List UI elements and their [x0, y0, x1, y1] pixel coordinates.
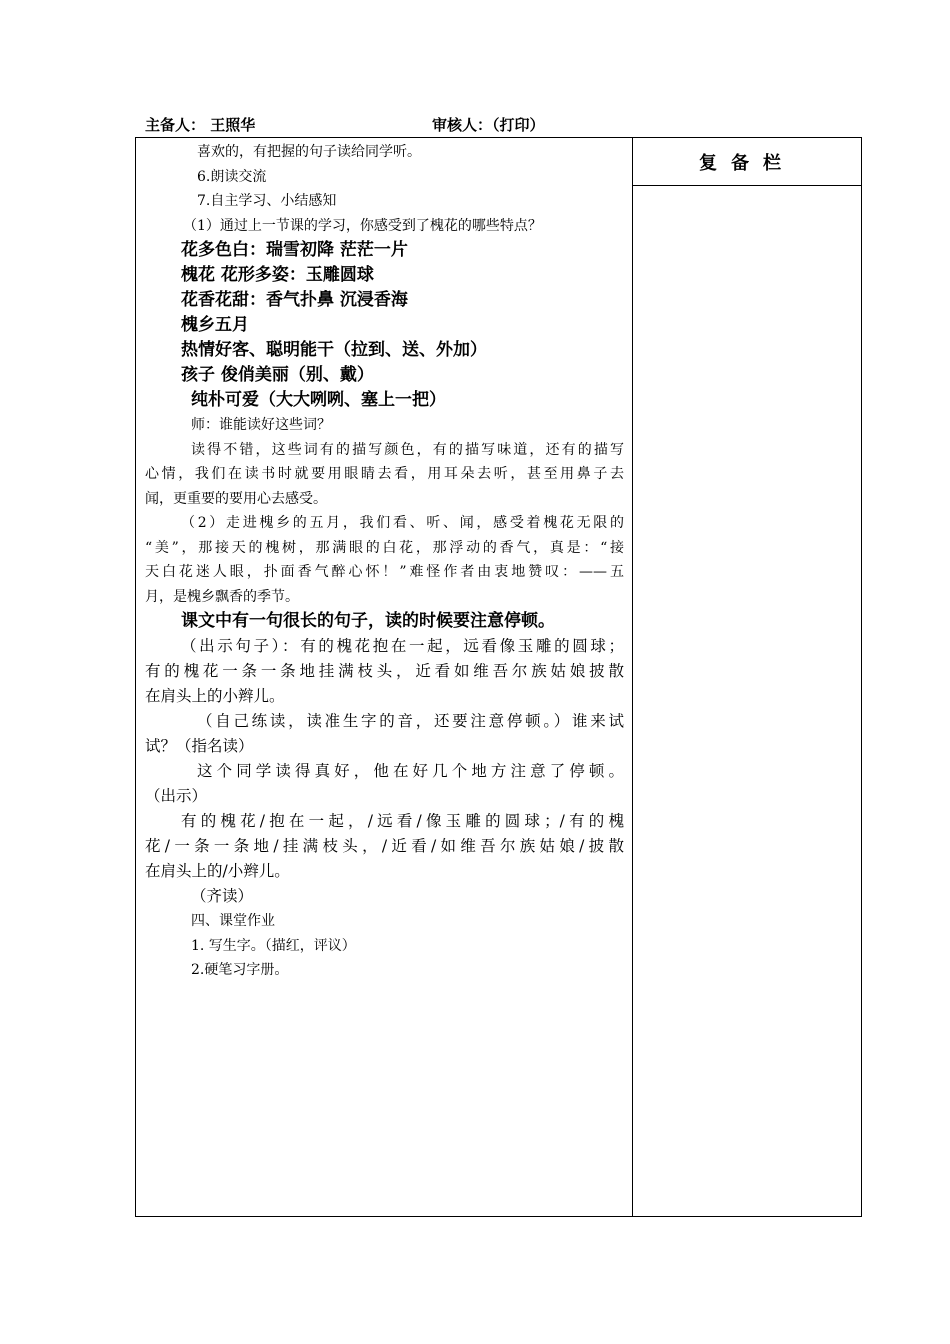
review-column — [633, 138, 861, 1216]
text-line: （齐读） — [191, 887, 254, 905]
text-line: 槐乡五月 — [181, 315, 249, 335]
text-line: 1. 写生字。（描红，评议） — [191, 937, 356, 954]
text-line: 6.朗读交流 — [197, 168, 267, 185]
reviewer-label: 审核人： — [432, 116, 493, 134]
text-line: 喜欢的，有把握的句子读给同学听。 — [197, 144, 421, 160]
reviewer-value: （打印） — [492, 116, 545, 134]
text-line: （出示句子）：有的槐花抱在一起，远看像玉雕的圆球； — [181, 637, 624, 655]
text-line: 四、课堂作业 — [191, 913, 275, 929]
text-line: 课文中有一句很长的句子，读的时候要注意停顿。 — [181, 611, 555, 631]
text-line: 闻，更重要的要用心去感受。 — [145, 490, 327, 507]
text-line: （1）通过上一节课的学习，你感受到了槐花的哪些特点？ — [183, 217, 542, 234]
author-label: 主备人： — [145, 116, 206, 134]
author-info — [145, 114, 255, 135]
text-line: 花多色白：瑞雪初降 茫茫一片 — [181, 240, 408, 260]
author-name: 王照华 — [210, 116, 256, 134]
text-line: 槐花 花形多姿：玉雕圆球 — [181, 265, 374, 285]
text-line: （自己练读，读准生字的音，还要注意停顿。）谁来试 — [197, 712, 624, 730]
text-line: 有的槐花/抱在一起，/远看/像玉雕的圆球；/有的槐 — [181, 812, 624, 830]
text-line: 师：谁能读好这些词？ — [191, 417, 331, 433]
reviewer-info — [432, 114, 545, 135]
text-line: 月，是槐乡飘香的季节。 — [145, 588, 299, 605]
review-column-title: 复备栏 — [633, 138, 861, 186]
text-line: 天白花迷人眼，扑面香气醉心怀！”难怪作者由衷地赞叹：——五 — [145, 564, 624, 580]
text-line: （出示） — [145, 787, 208, 805]
text-line: 试？（指名读） — [145, 737, 254, 755]
text-line: 心情，我们在读书时就要用眼睛去看，用耳朵去听，甚至用鼻子去 — [145, 466, 624, 482]
text-line: 7.自主学习、小结感知 — [197, 193, 337, 209]
text-line: 孩子 俊俏美丽（别、戴） — [181, 365, 374, 385]
lesson-content-column — [136, 138, 633, 1216]
text-line: 热情好客、聪明能干（拉到、送、外加） — [181, 340, 487, 360]
text-line: 在肩头上的小辫儿。 — [145, 687, 285, 705]
lesson-table — [135, 137, 862, 1217]
text-line: 这个同学读得真好，他在好几个地方注意了停顿。 — [197, 762, 624, 780]
text-line: 2.硬笔习字册。 — [191, 962, 289, 978]
text-line: 读得不错，这些词有的描写颜色，有的描写味道，还有的描写 — [191, 441, 624, 458]
text-line: （2）走进槐乡的五月，我们看、听、闻，感受着槐花无限的 — [181, 515, 624, 531]
text-line: 花/一条一条地/挂满枝头，/近看/如维吾尔族姑娘/披散 — [145, 837, 624, 855]
text-line: 在肩头上的/小辫儿。 — [145, 862, 290, 880]
lesson-content — [136, 138, 632, 983]
text-line: “美”，那接天的槐树，那满眼的白花，那浮动的香气，真是：“接 — [145, 539, 624, 556]
text-line: 花香花甜：香气扑鼻 沉浸香海 — [181, 290, 408, 310]
text-line: 纯朴可爱（大大咧咧、塞上一把） — [191, 390, 446, 410]
text-line: 有的槐花一条一条地挂满枝头，近看如维吾尔族姑娘披散 — [145, 662, 624, 680]
header — [145, 114, 845, 136]
